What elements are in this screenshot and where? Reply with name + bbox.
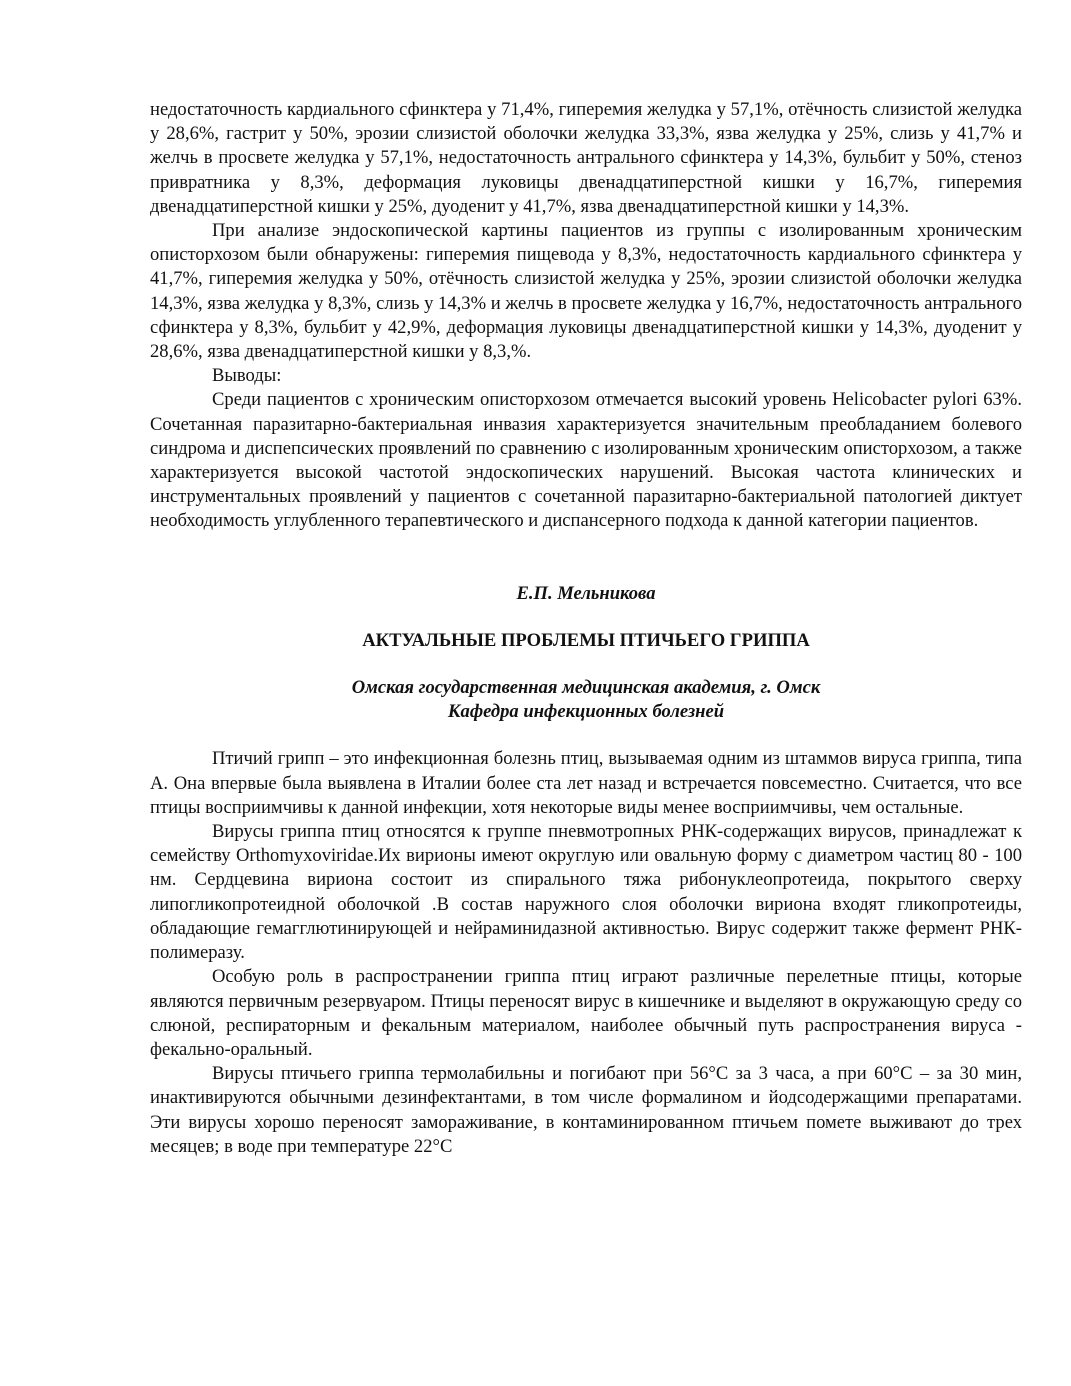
paragraph-virus-stability: Вирусы птичьего гриппа термолабильны и погибают при 56°С за 3 часа, а при 60°С – за 30 мин, инактивируются обычными дезинфектантами, в том числе формалином и йодсодержащими препаратами. Эти вирусы хорошо переносят замораживание, в контаминированном птичьем помете выживают до трех месяцев; в воде при температуре 22°С: [150, 1063, 1022, 1157]
article-author: Е.П. Мельникова: [516, 582, 656, 604]
document-page: [150, 98, 1022, 1159]
article-affiliation: Омская государственная медицинская академия, г. Омск: [351, 677, 821, 699]
paragraph-transmission: Особую роль в распространении гриппа птиц играют различные перелетные птицы, которые являются первичным резервуаром. Птицы переносят вирус в кишечнике и выделяют в окружающую среду со слюной, респираторным и фекальным материалом, наиболее обычный путь распространения вируса - фекально-оральный.: [150, 966, 1022, 1060]
article-title: АКТУАЛЬНЫЕ ПРОБЛЕМЫ ПТИЧЬЕГО ГРИППА: [362, 629, 810, 651]
conclusions-heading: Выводы:: [212, 365, 282, 387]
article-department: Кафедра инфекционных болезней: [447, 701, 725, 723]
paragraph-endoscopy-isolated: При анализе эндоскопической картины пациентов из группы с изолированным хроническим описторхозом были обнаружены: гиперемия пищевода у 8,3%, недостаточность кардиального сфинктера у 41,7%, гиперемия желудка у 50%, отёчность слизистой желудка у 25%, эрозии слизистой оболочки желудка 14,3%, язва желудка у 8,3%, слизь у 14,3% и желчь в просвете желудка у 16,7%, недостаточность антрального сфинктера у 8,3%, бульбит у 42,9%, деформация луковицы двенадцатиперстной кишки у 14,3%, дуоденит у 28,6%, язва двенадцатиперстной кишки у 8,3,%.: [150, 220, 1022, 363]
paragraph-conclusions: Среди пациентов с хроническим описторхозом отмечается высокий уровень Helicobacter pylori 63%. Сочетанная паразитарно-бактериальная инвазия характеризуется значительным преобладанием болевого синдрома и диспепсических проявлений по сравнению с изолированным хроническим описторхозом, а также характеризуется высокой частотой эндоскопических нарушений. Высокая частота клинических и инструментальных проявлений у пациентов с сочетанной паразитарно-бактериальной патологией диктует необходимость углубленного терапевтического и диспансерного подхода к данной категории пациентов.: [150, 389, 1022, 532]
paragraph-virus-structure: Вирусы гриппа птиц относятся к группе пневмотропных РНК-содержащих вирусов, принадлежат к семейству Orthomyxoviridae.Их вирионы имеют округлую или овальную форму с диаметром частиц 80 - 100 нм. Сердцевина вириона состоит из спирального тяжа рибонуклеопротеида, покрытого сверху липогликопротеидной оболочкой .В состав наружного слоя оболочки вириона входят гликопротеиды, обладающие гемагглютинирующей и нейраминидазной активностью. Вирус содержит также фермент РНК-полимеразу.: [150, 821, 1022, 964]
paragraph-endoscopy-combined: недостаточность кардиального сфинктера у 71,4%, гиперемия желудка у 57,1%, отёчность слизистой желудка у 28,6%, гастрит у 50%, эрозии слизистой оболочки желудка 33,3%, язва желудка у 25%, слизь у 41,7% и желчь в просвете желудка у 57,1%, недостаточность антрального сфинктера у 14,3%, бульбит у 50%, стеноз привратника у 8,3%, деформация луковицы двенадцатиперстной кишки у 16,7%, гиперемия двенадцатиперстной кишки у 25%, дуоденит у 41,7%, язва двенадцатиперстной кишки у 14,3%.: [150, 99, 1022, 217]
paragraph-avian-flu-intro: Птичий грипп – это инфекционная болезнь птиц, вызываемая одним из штаммов вируса гриппа, типа А. Она впервые была выявлена в Италии более ста лет назад и встречается повсеместно. Считается, что все птицы восприимчивы к данной инфекции, хотя некоторые виды менее восприимчивы, чем остальные.: [150, 748, 1022, 818]
